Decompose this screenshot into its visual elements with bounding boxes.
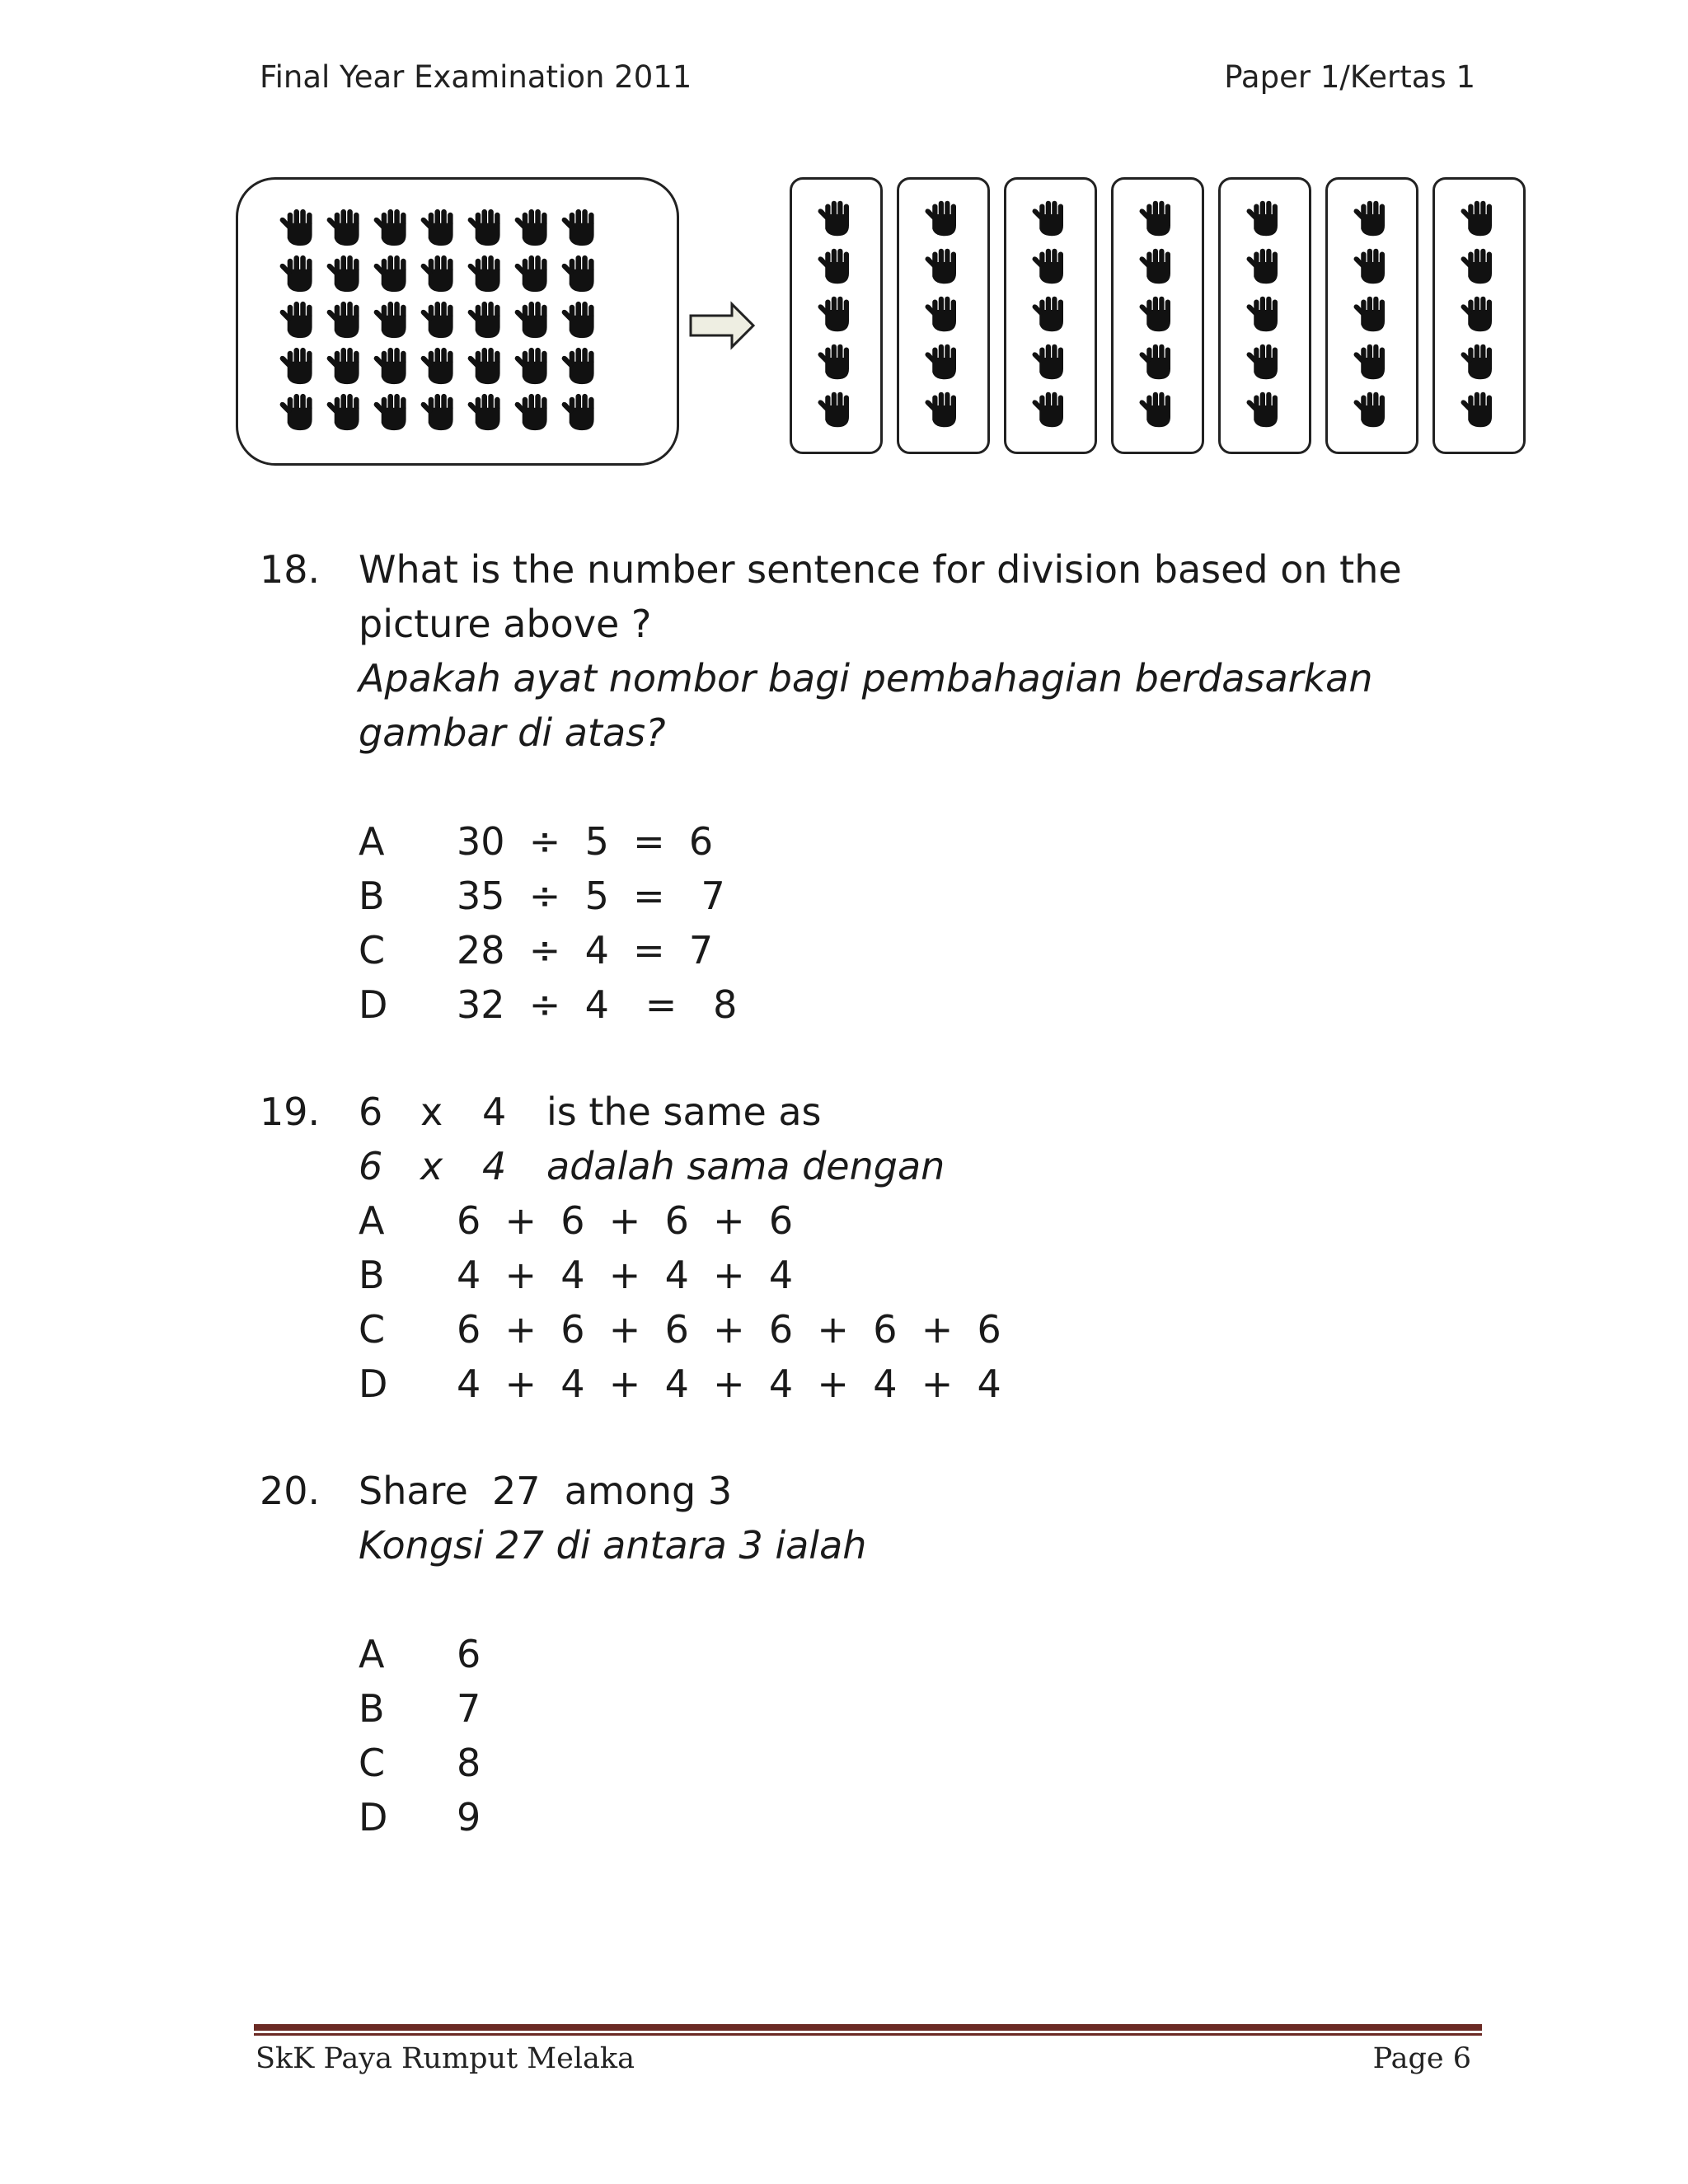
hand-icon <box>560 391 603 434</box>
group-box-3 <box>1004 177 1097 454</box>
hand-icon <box>1245 293 1286 335</box>
group-box-6 <box>1325 177 1418 454</box>
hand-icon <box>1030 198 1071 239</box>
option-letter: C <box>359 928 386 972</box>
question-number: 20. <box>260 1469 321 1513</box>
stem-operand-b: 4 <box>482 1090 507 1134</box>
option-expression: 32 ÷ 4 = 8 <box>457 982 738 1027</box>
hand-icon <box>1352 389 1393 430</box>
hand-icon <box>1030 246 1071 287</box>
hand-icon <box>419 391 462 434</box>
option-expression: 9 <box>457 1795 481 1840</box>
hand-icon <box>325 252 368 295</box>
hand-icon <box>325 298 368 341</box>
question-text-en-2: picture above ? <box>359 602 652 646</box>
hand-icon <box>1459 293 1500 335</box>
hand-icon <box>1137 198 1179 239</box>
hand-icon <box>325 206 368 249</box>
hand-icon <box>372 344 415 387</box>
question-text-ms-1: Apakah ayat nombor bagi pembahagian berdasarkan <box>359 656 1373 701</box>
stem-text: adalah sama dengan <box>546 1144 945 1188</box>
option-a[interactable] <box>359 814 1402 869</box>
footer-divider <box>254 2024 1482 2031</box>
question-number: 18. <box>260 547 321 592</box>
hand-icon <box>513 391 556 434</box>
hand-icon <box>513 252 556 295</box>
hand-icon <box>466 252 509 295</box>
option-c[interactable] <box>359 923 1402 977</box>
hand-icon <box>1352 246 1393 287</box>
stem-operand-b: 4 <box>482 1144 507 1188</box>
group-box-5 <box>1218 177 1311 454</box>
option-letter: C <box>359 1741 386 1785</box>
hand-icon <box>1245 246 1286 287</box>
question-text-en-1: What is the number sentence for division based on the <box>359 547 1402 592</box>
option-d[interactable] <box>359 977 1402 1032</box>
hand-icon <box>1352 293 1393 335</box>
option-letter: A <box>359 1632 385 1676</box>
option-letter: B <box>359 1253 385 1297</box>
footer-page-number: Page 6 <box>1372 2042 1471 2075</box>
option-expression: 35 ÷ 5 = 7 <box>457 874 725 918</box>
footer-school: SkK Paya Rumput Melaka <box>256 2042 635 2075</box>
question-text-en: Share 27 among 3 <box>359 1469 733 1513</box>
hand-icon <box>466 298 509 341</box>
question-text-ms-2: gambar di atas? <box>359 710 666 755</box>
option-letter: D <box>359 1361 388 1406</box>
option-b[interactable] <box>359 1681 866 1736</box>
question-number: 19. <box>260 1090 321 1134</box>
option-d[interactable] <box>359 1790 866 1844</box>
hand-icon <box>278 391 321 434</box>
hand-icon <box>560 206 603 249</box>
hand-icon <box>372 391 415 434</box>
hand-icon <box>372 252 415 295</box>
hand-icon <box>1459 341 1500 382</box>
hand-icon <box>513 298 556 341</box>
option-letter: D <box>359 1795 388 1840</box>
header-paper: Paper 1/Kertas 1 <box>1224 59 1475 95</box>
header-title: Final Year Examination 2011 <box>260 59 692 95</box>
hand-icon <box>923 198 964 239</box>
hand-icon <box>816 198 857 239</box>
group-box-4 <box>1111 177 1204 454</box>
hand-icon <box>1459 198 1500 239</box>
group-box-2 <box>897 177 990 454</box>
footer-divider-thin <box>254 2033 1482 2036</box>
hand-grid <box>278 206 607 437</box>
hand-icon <box>560 344 603 387</box>
hand-icon <box>372 298 415 341</box>
hand-icon <box>466 391 509 434</box>
hand-icon <box>1459 246 1500 287</box>
group-box-7 <box>1432 177 1526 454</box>
hand-icon <box>816 293 857 335</box>
stem-operator: x <box>420 1090 443 1134</box>
hand-icon <box>325 391 368 434</box>
option-expression: 6 + 6 + 6 + 6 + 6 + 6 <box>457 1307 1001 1352</box>
hand-icon <box>1030 341 1071 382</box>
hand-icon <box>923 389 964 430</box>
option-letter: A <box>359 819 385 864</box>
option-letter: A <box>359 1198 385 1243</box>
option-expression: 28 ÷ 4 = 7 <box>457 928 714 972</box>
hand-icon <box>419 298 462 341</box>
hand-icon <box>513 344 556 387</box>
option-letter: B <box>359 874 385 918</box>
hand-icon <box>560 252 603 295</box>
hand-icon <box>466 344 509 387</box>
hand-icon <box>1245 389 1286 430</box>
option-expression: 6 <box>457 1632 481 1676</box>
hand-icon <box>560 298 603 341</box>
hand-icon <box>325 344 368 387</box>
option-c[interactable] <box>359 1736 866 1790</box>
hand-icon <box>278 252 321 295</box>
hand-icon <box>1245 198 1286 239</box>
right-arrow-icon <box>689 301 755 350</box>
hand-icon <box>923 293 964 335</box>
hand-icon <box>1352 198 1393 239</box>
option-expression: 7 <box>457 1686 481 1731</box>
hand-icon <box>1030 389 1071 430</box>
hand-icon <box>923 341 964 382</box>
option-expression: 4 + 4 + 4 + 4 <box>457 1253 794 1297</box>
hand-icon <box>466 206 509 249</box>
option-letter: C <box>359 1307 386 1352</box>
group-box-all <box>236 177 679 466</box>
hand-icon <box>1459 389 1500 430</box>
hand-icon <box>1137 389 1179 430</box>
hand-icon <box>419 344 462 387</box>
option-expression: 6 + 6 + 6 + 6 <box>457 1198 794 1243</box>
stem-text: is the same as <box>546 1090 822 1134</box>
stem-operand-a: 6 <box>359 1090 383 1134</box>
option-expression: 4 + 4 + 4 + 4 + 4 + 4 <box>457 1361 1001 1406</box>
hand-icon <box>278 344 321 387</box>
hand-icon <box>1245 341 1286 382</box>
hand-icon <box>1030 293 1071 335</box>
hand-icon <box>1352 341 1393 382</box>
hand-icon <box>1137 293 1179 335</box>
question-text-ms: Kongsi 27 di antara 3 ialah <box>359 1523 867 1568</box>
hand-icon <box>278 298 321 341</box>
hand-icon <box>1137 341 1179 382</box>
hand-icon <box>923 246 964 287</box>
hand-icon <box>1137 246 1179 287</box>
hand-icon <box>513 206 556 249</box>
option-letter: B <box>359 1686 385 1731</box>
division-picture <box>236 177 1522 474</box>
hand-icon <box>278 206 321 249</box>
stem-operator: x <box>420 1144 443 1188</box>
option-expression: 30 ÷ 5 = 6 <box>457 819 714 864</box>
hand-icon <box>816 246 857 287</box>
option-b[interactable] <box>359 869 1402 923</box>
hand-icon <box>372 206 415 249</box>
option-expression: 8 <box>457 1741 481 1785</box>
stem-operand-a: 6 <box>359 1144 383 1188</box>
group-box-1 <box>790 177 883 454</box>
option-letter: D <box>359 982 388 1027</box>
hand-icon <box>816 389 857 430</box>
hand-icon <box>419 252 462 295</box>
hand-icon <box>816 341 857 382</box>
hand-icon <box>419 206 462 249</box>
option-a[interactable] <box>359 1627 866 1681</box>
